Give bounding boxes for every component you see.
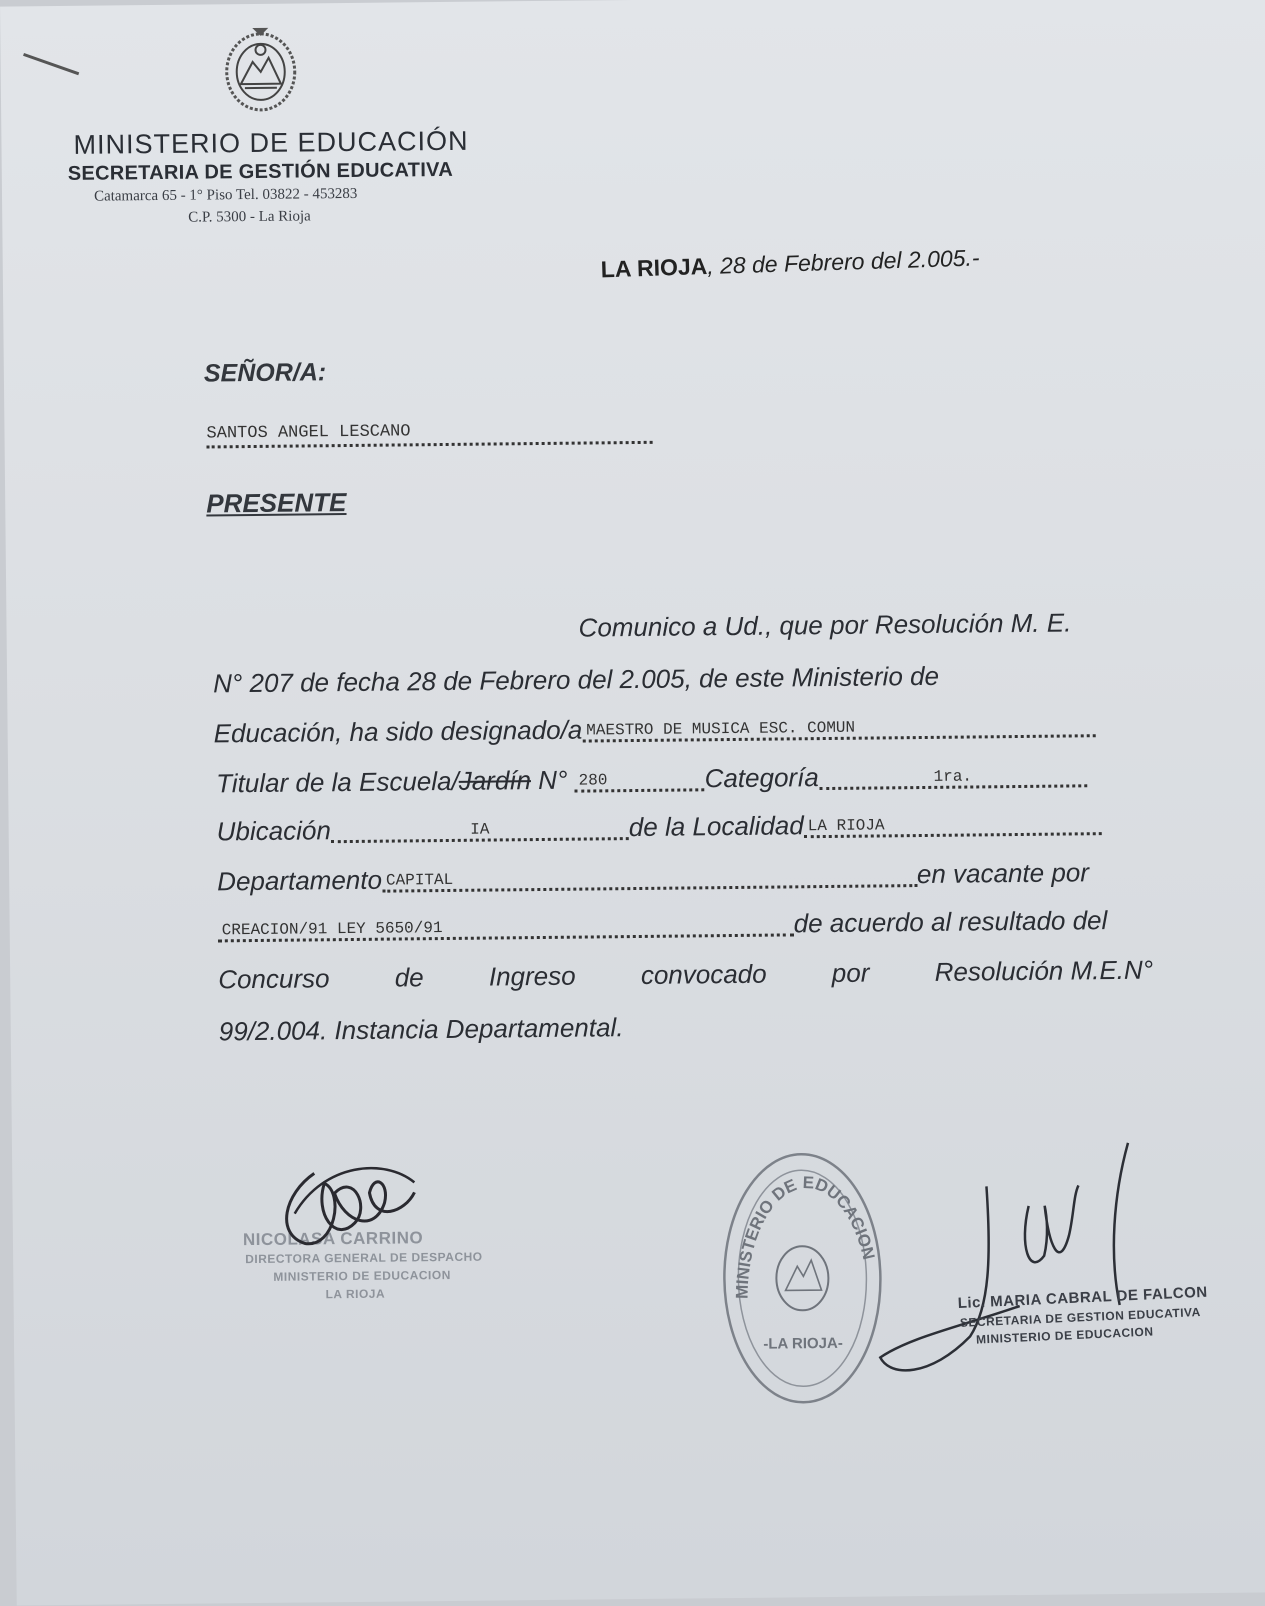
- resultado-label: de acuerdo al resultado del: [793, 905, 1108, 939]
- date-rest: , 28 de Febrero del 2.005.-: [706, 244, 980, 279]
- categoria-label: Categoría: [704, 762, 819, 794]
- body-line-8: [218, 955, 1153, 996]
- left-stamp-title: DIRECTORA GENERAL DE DESPACHO: [245, 1249, 483, 1267]
- body-line-5: [217, 807, 1102, 848]
- word-concurso: Concurso: [218, 963, 330, 995]
- right-signature-icon: [868, 1135, 1161, 1398]
- date-city: LA RIOJA: [600, 253, 708, 283]
- right-signer-ministry: MINISTERIO DE EDUCACION: [975, 1324, 1154, 1347]
- provincial-emblem-icon: [222, 22, 299, 115]
- word-ingreso: Ingreso: [488, 960, 576, 992]
- numero-label: N°: [530, 764, 575, 796]
- body-line-7: [218, 905, 1108, 946]
- word-por: por: [831, 957, 870, 988]
- body-line-4: [216, 759, 1087, 800]
- left-stamp-city: LA RIOJA: [325, 1286, 386, 1302]
- body-line-3: [214, 709, 1096, 750]
- address-line: Catamarca 65 - 1° Piso Tel. 03822 - 453283: [93, 185, 358, 205]
- vacante-label: en vacante por: [916, 857, 1090, 890]
- escuela-number-field: 280: [575, 770, 705, 792]
- escuela-label: Titular de la Escuela/: [216, 765, 459, 799]
- salutation: SEÑOR/A:: [203, 358, 327, 388]
- body-line-6: [217, 857, 1089, 898]
- ministry-heading: MINISTERIO DE EDUCACIÓN: [73, 125, 469, 160]
- right-signer-title: SECRETARIA DE GESTION EDUCATIVA: [959, 1304, 1202, 1330]
- jardin-struck: Jardín: [458, 765, 532, 796]
- recipient-name: SANTOS ANGEL LESCANO: [206, 420, 652, 449]
- round-stamp-arc: MINISTERIO DE EDUCACION: [732, 1173, 879, 1300]
- pen-mark-icon: [18, 42, 88, 83]
- date-line: [600, 244, 980, 283]
- ministry-round-stamp-icon: [716, 1147, 889, 1409]
- ubicacion-label: Ubicación: [216, 815, 332, 847]
- left-stamp-name: NICOLASA CARRINO: [242, 1228, 424, 1250]
- vacante-field: CREACION/91 LEY 5650/91: [218, 915, 794, 942]
- body-line-1: Comunico a Ud., que por Resolución M. E.: [578, 607, 1072, 643]
- right-signer-name: Lic. MARIA CABRAL DE FALCON: [957, 1283, 1209, 1313]
- localidad-label: de la Localidad: [628, 810, 804, 843]
- word-convocado: convocado: [640, 958, 767, 990]
- round-stamp-city: -LA RIOJA-: [763, 1334, 843, 1353]
- secretariat-heading: SECRETARIA DE GESTIÓN EDUCATIVA: [67, 158, 454, 185]
- cargo-field: MAESTRO DE MUSICA ESC. COMUN: [582, 716, 1095, 742]
- presente-heading: PRESENTE: [206, 487, 347, 519]
- body-line-2: N° 207 de fecha 28 de Febrero del 2.005, de este Ministerio de: [212, 660, 940, 699]
- postal-line: C.P. 5300 - La Rioja: [188, 208, 311, 226]
- word-resolucion: Resolución M.E.N°: [934, 954, 1154, 987]
- ubicacion-field: IA: [331, 819, 629, 843]
- localidad-field: LA RIOJA: [804, 814, 1102, 838]
- left-signature-icon: [274, 1152, 425, 1264]
- left-stamp-ministry: MINISTERIO DE EDUCACION: [273, 1267, 451, 1284]
- departamento-field: CAPITAL: [382, 866, 917, 893]
- word-de: de: [394, 962, 424, 993]
- body-line-9: 99/2.004. Instancia Departamental.: [218, 1012, 624, 1047]
- categoria-field: 1ra.: [819, 766, 1087, 790]
- designation-label: Educación, ha sido designado/a: [213, 714, 583, 749]
- departamento-label: Departamento: [217, 864, 383, 897]
